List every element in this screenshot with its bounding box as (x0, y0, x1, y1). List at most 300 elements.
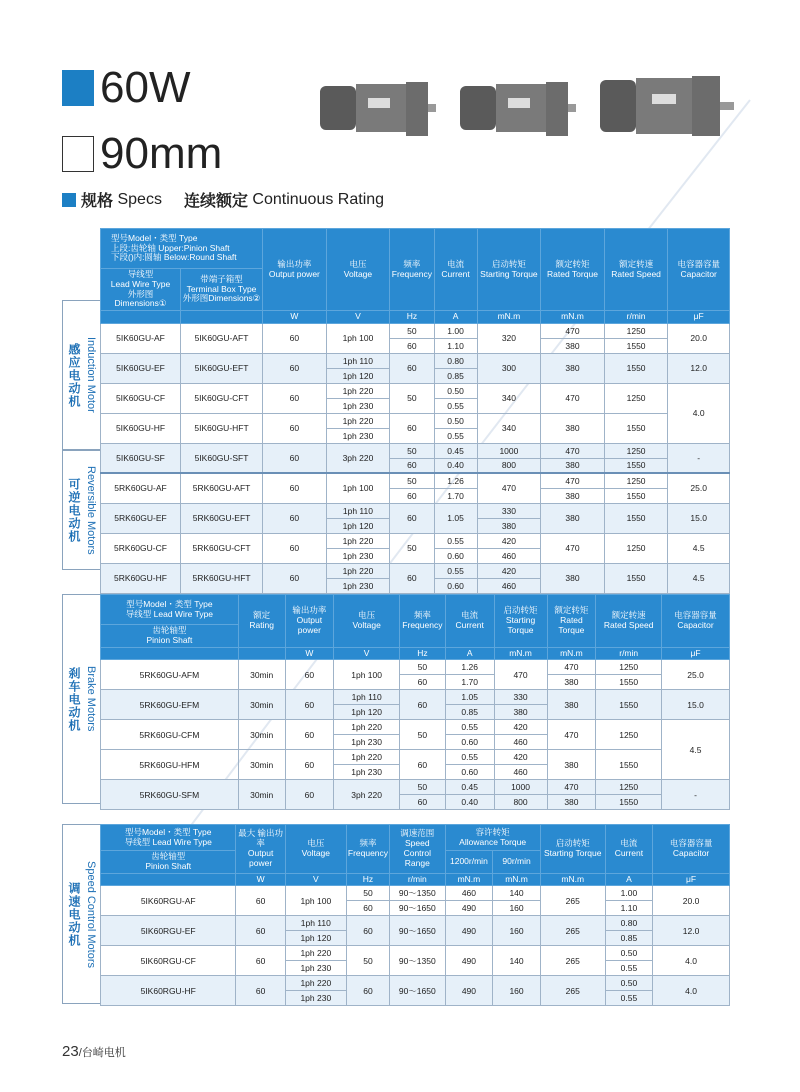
unit: r/min (604, 311, 668, 324)
table-cell: 1.05 (434, 503, 477, 533)
power-title (62, 63, 191, 112)
table-cell: 460 (494, 735, 547, 750)
table-cell: 60 (390, 488, 434, 503)
table-cell: 1ph 100 (285, 886, 346, 916)
table-row (101, 750, 730, 765)
table-cell: 0.55 (434, 428, 477, 443)
table-cell: 1250 (596, 720, 662, 750)
spec-subheading (62, 188, 384, 211)
table-cell: 60 (390, 563, 434, 593)
table-cell: 5RK60GU-EFM (101, 690, 239, 720)
table-cell: 60 (390, 338, 434, 353)
table-cell: 0.50 (605, 976, 652, 991)
table-cell: 60 (285, 660, 334, 690)
table-cell: 50 (390, 473, 434, 488)
table-cell: 5IK60GU-CFT (181, 383, 263, 413)
unit: mN.m (540, 873, 605, 886)
table-cell: 0.55 (445, 720, 494, 735)
table-cell: 60 (236, 916, 285, 946)
table-row (101, 533, 730, 548)
table-cell: 5IK60GU-SF (101, 443, 181, 473)
table-cell: 60 (263, 413, 327, 443)
table-cell: 1ph 230 (285, 991, 346, 1006)
table-cell: 1ph 120 (334, 705, 400, 720)
table-cell: 1250 (604, 533, 668, 563)
table-cell: 5IK60GU-AF (101, 323, 181, 353)
table-cell: 90～1650 (390, 976, 445, 1006)
table-cell: 1ph 110 (285, 916, 346, 931)
table-cell: 20.0 (668, 323, 730, 353)
table-cell: 60 (390, 503, 434, 533)
max-power-header: 最大 输出功率 Output power (236, 825, 285, 874)
table-cell: 5IK60RGU-CF (101, 946, 236, 976)
spec-table-2 (100, 594, 730, 810)
table-cell: 4.0 (653, 946, 730, 976)
table-cell: 60 (263, 353, 327, 383)
side-en: Reversible Motors (85, 465, 97, 555)
table-cell: 470 (494, 660, 547, 690)
table-cell: 90～1350 (390, 946, 445, 976)
table-cell: 1ph 220 (285, 976, 346, 991)
table-cell: 1550 (596, 675, 662, 690)
rated-speed-header: 额定转速 Rated Speed (604, 229, 668, 311)
table-row (101, 946, 730, 961)
table-cell: 1ph 110 (326, 503, 390, 518)
motor-image-1 (318, 78, 438, 140)
table-cell: 1250 (604, 383, 668, 413)
table-cell: 5IK60GU-HF (101, 413, 181, 443)
unit: r/min (390, 873, 445, 886)
table-cell: 0.45 (445, 780, 494, 795)
unit: mN.m (477, 311, 541, 324)
table-cell: 1ph 220 (326, 533, 390, 548)
table-cell: 1000 (477, 443, 541, 458)
table-cell: 470 (477, 473, 541, 503)
table-cell: 1ph 230 (326, 398, 390, 413)
unit: V (334, 647, 400, 660)
table-cell: 25.0 (662, 660, 730, 690)
table-cell: 4.0 (653, 976, 730, 1006)
table-cell: 12.0 (668, 353, 730, 383)
table-cell: 1ph 220 (326, 383, 390, 398)
starting-torque-header: 启动转矩 Starting Torque (477, 229, 541, 311)
table-cell: 0.55 (434, 533, 477, 548)
current-header: 电流 Current (605, 825, 652, 874)
table-cell: 380 (547, 675, 596, 690)
table-row (101, 473, 730, 488)
table-cell: 470 (541, 383, 605, 413)
spec-table-1 (100, 228, 730, 594)
table-cell: 1ph 120 (326, 368, 390, 383)
table-cell: 1550 (596, 795, 662, 810)
table-row (101, 886, 730, 901)
table-cell: 1.70 (434, 488, 477, 503)
table-cell: 470 (541, 533, 605, 563)
table-row (101, 443, 730, 458)
table-cell: 25.0 (668, 473, 730, 503)
unit: V (285, 873, 346, 886)
model-header: 型号Model・类型 Type 上段:齿轮轴 Upper:Pinion Shaft 下段()内:圆轴 Below:Round Shaft (101, 229, 263, 269)
table-cell: 90～1650 (390, 901, 445, 916)
table-cell: 0.50 (434, 413, 477, 428)
unit: mN.m (493, 873, 540, 886)
table-cell: 0.45 (434, 443, 477, 458)
table-cell: 30min (238, 780, 285, 810)
table-cell: 5IK60RGU-AF (101, 886, 236, 916)
table-cell: 30min (238, 720, 285, 750)
table-cell: 470 (547, 780, 596, 795)
table-row (101, 690, 730, 705)
table-cell: 90～1350 (390, 886, 445, 901)
specs-en: Specs (117, 190, 162, 208)
table-cell: 460 (445, 886, 493, 901)
rating-cn: 连续额定 (183, 193, 248, 210)
table-cell: 800 (477, 458, 541, 473)
table-cell: 470 (541, 473, 605, 488)
table-row (101, 353, 730, 368)
table-cell: 60 (285, 780, 334, 810)
power-header: 输出功率 Output power (263, 229, 327, 311)
table-cell: 0.60 (434, 548, 477, 563)
table-cell: 265 (540, 946, 605, 976)
unit: μF (662, 647, 730, 660)
table-cell: 1550 (596, 690, 662, 720)
rated-torque-header: 额定转矩 Rated Torque (541, 229, 605, 311)
unit: μF (653, 873, 730, 886)
table-cell: 1.05 (445, 690, 494, 705)
table-cell: 15.0 (668, 503, 730, 533)
unit: W (263, 311, 327, 324)
table-cell: 3ph 220 (334, 780, 400, 810)
unit: W (236, 873, 285, 886)
table-cell: 380 (547, 690, 596, 720)
table-cell: 265 (540, 886, 605, 916)
table-cell: 4.5 (668, 563, 730, 593)
table-cell: 5IK60RGU-EF (101, 916, 236, 946)
table-cell: 1.70 (445, 675, 494, 690)
table-row (101, 660, 730, 675)
unit: μF (668, 311, 730, 324)
table-cell: 60 (236, 886, 285, 916)
table-cell: 0.50 (605, 946, 652, 961)
table-row (101, 413, 730, 428)
table-cell: 5RK60GU-CF (101, 533, 181, 563)
table-cell: 5RK60GU-HFM (101, 750, 239, 780)
table-cell: 160 (493, 916, 540, 946)
side-cn: 可逆电动机 (67, 477, 81, 543)
table-cell: 470 (541, 443, 605, 458)
table-cell: 265 (540, 976, 605, 1006)
table-cell: 265 (540, 916, 605, 946)
unit: W (285, 647, 334, 660)
unit: A (445, 647, 494, 660)
table-cell: 0.40 (434, 458, 477, 473)
table-cell: 50 (390, 443, 434, 458)
table-cell: 60 (285, 750, 334, 780)
unit: A (434, 311, 477, 324)
table-cell: 380 (541, 458, 605, 473)
table-cell: 5RK60GU-CFT (181, 533, 263, 563)
table-cell: 60 (346, 976, 389, 1006)
rated-speed-header: 额定转速 Rated Speed (596, 595, 662, 648)
table-cell: 15.0 (662, 690, 730, 720)
model-header: 型号Model・类型 Type 导线型 Lead Wire Type (101, 825, 236, 851)
frequency-header: 频率 Frequency (346, 825, 389, 874)
table-cell: 0.55 (434, 563, 477, 578)
unit: V (326, 311, 390, 324)
table-cell: 340 (477, 383, 541, 413)
table-cell: 1ph 220 (334, 750, 400, 765)
side-cn: 刹车电动机 (67, 666, 81, 732)
frequency-header: 频率 Frequency (390, 229, 434, 311)
table-cell: 60 (390, 413, 434, 443)
table-cell: 1550 (604, 458, 668, 473)
table-cell: 4.5 (662, 720, 730, 780)
table-cell: 420 (477, 533, 541, 548)
capacitor-header: 电容器容量 Capacitor (662, 595, 730, 648)
table-cell: 0.80 (434, 353, 477, 368)
table-cell: 300 (477, 353, 541, 383)
table-cell: 420 (494, 720, 547, 735)
power-label: 60W (100, 63, 191, 112)
table-cell: 1ph 120 (285, 931, 346, 946)
table-cell: 470 (547, 660, 596, 675)
speed-range-header: 调速范围 Speed Control Range (390, 825, 445, 874)
unit: Hz (400, 647, 446, 660)
table-cell: 380 (477, 518, 541, 533)
table-cell: 1550 (596, 750, 662, 780)
table-cell: 1550 (604, 563, 668, 593)
voltage-header: 电压 Voltage (285, 825, 346, 874)
table-cell: 50 (346, 886, 389, 901)
table-cell: 1.00 (434, 323, 477, 338)
table-cell: 1250 (596, 780, 662, 795)
table-cell: 50 (400, 720, 446, 750)
table-cell: - (668, 443, 730, 473)
table-cell: 0.85 (605, 931, 652, 946)
table-cell: 5IK60RGU-HF (101, 976, 236, 1006)
table-cell: 490 (445, 916, 493, 946)
table-cell: 60 (236, 946, 285, 976)
torque-90-header: 90r/min (493, 851, 540, 874)
table-cell: 60 (263, 563, 327, 593)
table-cell: 50 (346, 946, 389, 976)
section-marker-icon (62, 193, 76, 207)
table-cell: 460 (494, 765, 547, 780)
table-cell: 0.55 (605, 991, 652, 1006)
table-cell: 420 (477, 563, 541, 578)
table-cell: 30min (238, 660, 285, 690)
unit: A (605, 873, 652, 886)
unit: Hz (390, 311, 434, 324)
table-cell: 60 (263, 383, 327, 413)
table-cell: 140 (493, 886, 540, 901)
table-cell: 0.80 (605, 916, 652, 931)
page-footer (62, 1043, 126, 1060)
speed-control-side-label (62, 824, 100, 1004)
table-cell: 380 (541, 488, 605, 503)
voltage-header: 电压 Voltage (334, 595, 400, 648)
table-cell: 60 (263, 533, 327, 563)
table-cell: 1250 (604, 323, 668, 338)
capacitor-header: 电容器容量 Capacitor (653, 825, 730, 874)
unit: mN.m (494, 647, 547, 660)
table-cell: 1250 (604, 443, 668, 458)
table-cell: 60 (390, 353, 434, 383)
table-cell: 5IK60GU-AFT (181, 323, 263, 353)
table-cell: 30min (238, 690, 285, 720)
table-cell: 1ph 230 (326, 428, 390, 443)
table-cell: 160 (493, 976, 540, 1006)
table-row (101, 383, 730, 398)
table-cell: 1ph 230 (326, 548, 390, 563)
rating-en: Continuous Rating (252, 190, 385, 208)
table-cell: 0.60 (445, 765, 494, 780)
table-cell: 490 (445, 946, 493, 976)
table-cell: 5RK60GU-CFM (101, 720, 239, 750)
table-cell: 1550 (604, 338, 668, 353)
table-cell: 320 (477, 323, 541, 353)
table-cell: 12.0 (653, 916, 730, 946)
table-cell: 0.55 (605, 961, 652, 976)
table-cell: 380 (547, 795, 596, 810)
table-row (101, 720, 730, 735)
table-cell: 5RK60GU-SFM (101, 780, 239, 810)
table-cell: 0.85 (445, 705, 494, 720)
table-cell: 380 (541, 338, 605, 353)
unit: mN.m (445, 873, 493, 886)
spec-table-3 (100, 824, 730, 1006)
table-cell: 380 (541, 353, 605, 383)
rated-torque-header: 额定转矩 Rated Torque (547, 595, 596, 648)
side-en: Speed Control Motors (85, 860, 97, 968)
table-cell: 340 (477, 413, 541, 443)
table-cell: 4.0 (668, 383, 730, 443)
table-cell: 1ph 230 (326, 578, 390, 593)
table-cell: 5IK60GU-EFT (181, 353, 263, 383)
table-cell: 0.60 (434, 578, 477, 593)
frame-label: 90mm (100, 129, 223, 178)
table-cell: 330 (477, 503, 541, 518)
table-cell: 5RK60GU-EFT (181, 503, 263, 533)
table-row (101, 503, 730, 518)
induction-reversible-section (62, 228, 730, 594)
table-cell: 380 (494, 705, 547, 720)
table-cell: 0.50 (434, 383, 477, 398)
table-cell: 1.10 (434, 338, 477, 353)
table-cell: 1.00 (605, 886, 652, 901)
table-cell: 1ph 100 (334, 660, 400, 690)
table-cell: 5IK60GU-HFT (181, 413, 263, 443)
table-cell: 1ph 220 (334, 720, 400, 735)
table-cell: 60 (263, 443, 327, 473)
induction-side-label (62, 300, 100, 450)
table-cell: 490 (445, 901, 493, 916)
table-cell: 5RK60GU-HFT (181, 563, 263, 593)
table-cell: 60 (263, 503, 327, 533)
table-cell: 1ph 120 (326, 518, 390, 533)
frequency-header: 频率 Frequency (400, 595, 446, 648)
voltage-header: 电压 Voltage (326, 229, 390, 311)
table-cell: 1ph 230 (334, 735, 400, 750)
table-cell: 1250 (596, 660, 662, 675)
table-cell: 1000 (494, 780, 547, 795)
table-cell: 5RK60GU-HF (101, 563, 181, 593)
power-header: 输出功率 Output power (285, 595, 334, 648)
motor-image-3 (598, 72, 738, 142)
table-cell: 380 (541, 563, 605, 593)
table-cell: 470 (547, 720, 596, 750)
table-cell: 60 (400, 750, 446, 780)
table-cell: 1550 (604, 413, 668, 443)
table-cell: 1550 (604, 488, 668, 503)
footer-brand: /台崎电机 (78, 1047, 126, 1059)
table-row (101, 323, 730, 338)
unit: Hz (346, 873, 389, 886)
table-cell: 1ph 100 (326, 473, 390, 503)
table-cell: 60 (263, 323, 327, 353)
table-cell: 60 (400, 795, 446, 810)
table-cell: 4.5 (668, 533, 730, 563)
table-cell: 50 (390, 533, 434, 563)
table-cell: 470 (541, 323, 605, 338)
speed-control-section (62, 824, 730, 1006)
table-cell: 0.85 (434, 368, 477, 383)
table-cell: 60 (285, 690, 334, 720)
table-row (101, 976, 730, 991)
table-cell: 330 (494, 690, 547, 705)
table-cell: 380 (541, 503, 605, 533)
table-cell: 50 (400, 780, 446, 795)
table-cell: 1ph 100 (326, 323, 390, 353)
table-cell: 1ph 230 (334, 765, 400, 780)
table-cell: 1ph 220 (326, 413, 390, 428)
terminal-box-header: 带端子箱型 Terminal Box Type 外形图Dimensions② (181, 269, 263, 311)
table-cell: 0.60 (445, 735, 494, 750)
table-cell: 5RK60GU-EF (101, 503, 181, 533)
lead-wire-header: 导线型 Lead Wire Type 外形图Dimensions① (101, 269, 181, 311)
table-cell: 1ph 230 (285, 961, 346, 976)
table-cell: 50 (400, 660, 446, 675)
table-cell: 50 (390, 323, 434, 338)
table-cell: 20.0 (653, 886, 730, 916)
table-cell: 800 (494, 795, 547, 810)
table-cell: 5RK60GU-AFM (101, 660, 239, 690)
white-marker-icon (62, 136, 94, 172)
side-cn: 调速电动机 (67, 881, 81, 947)
table-cell: 60 (400, 690, 446, 720)
starting-torque-header: 启动转矩 Starting Torque (494, 595, 547, 648)
table-cell: 0.40 (445, 795, 494, 810)
table-cell: 60 (346, 916, 389, 946)
table-cell: 60 (346, 901, 389, 916)
table-cell: - (662, 780, 730, 810)
table-cell: 380 (547, 750, 596, 780)
starting-torque-header: 启动转矩 Starting Torque (540, 825, 605, 874)
table-cell: 1ph 110 (326, 353, 390, 368)
table-cell: 60 (236, 976, 285, 1006)
unit: mN.m (547, 647, 596, 660)
table-row (101, 780, 730, 795)
table-cell: 3ph 220 (326, 443, 390, 473)
table-cell: 420 (494, 750, 547, 765)
table-cell: 490 (445, 976, 493, 1006)
unit: mN.m (541, 311, 605, 324)
frame-title (62, 129, 223, 178)
table-cell: 380 (541, 413, 605, 443)
side-en: Brake Motors (85, 666, 97, 732)
table-cell: 160 (493, 901, 540, 916)
